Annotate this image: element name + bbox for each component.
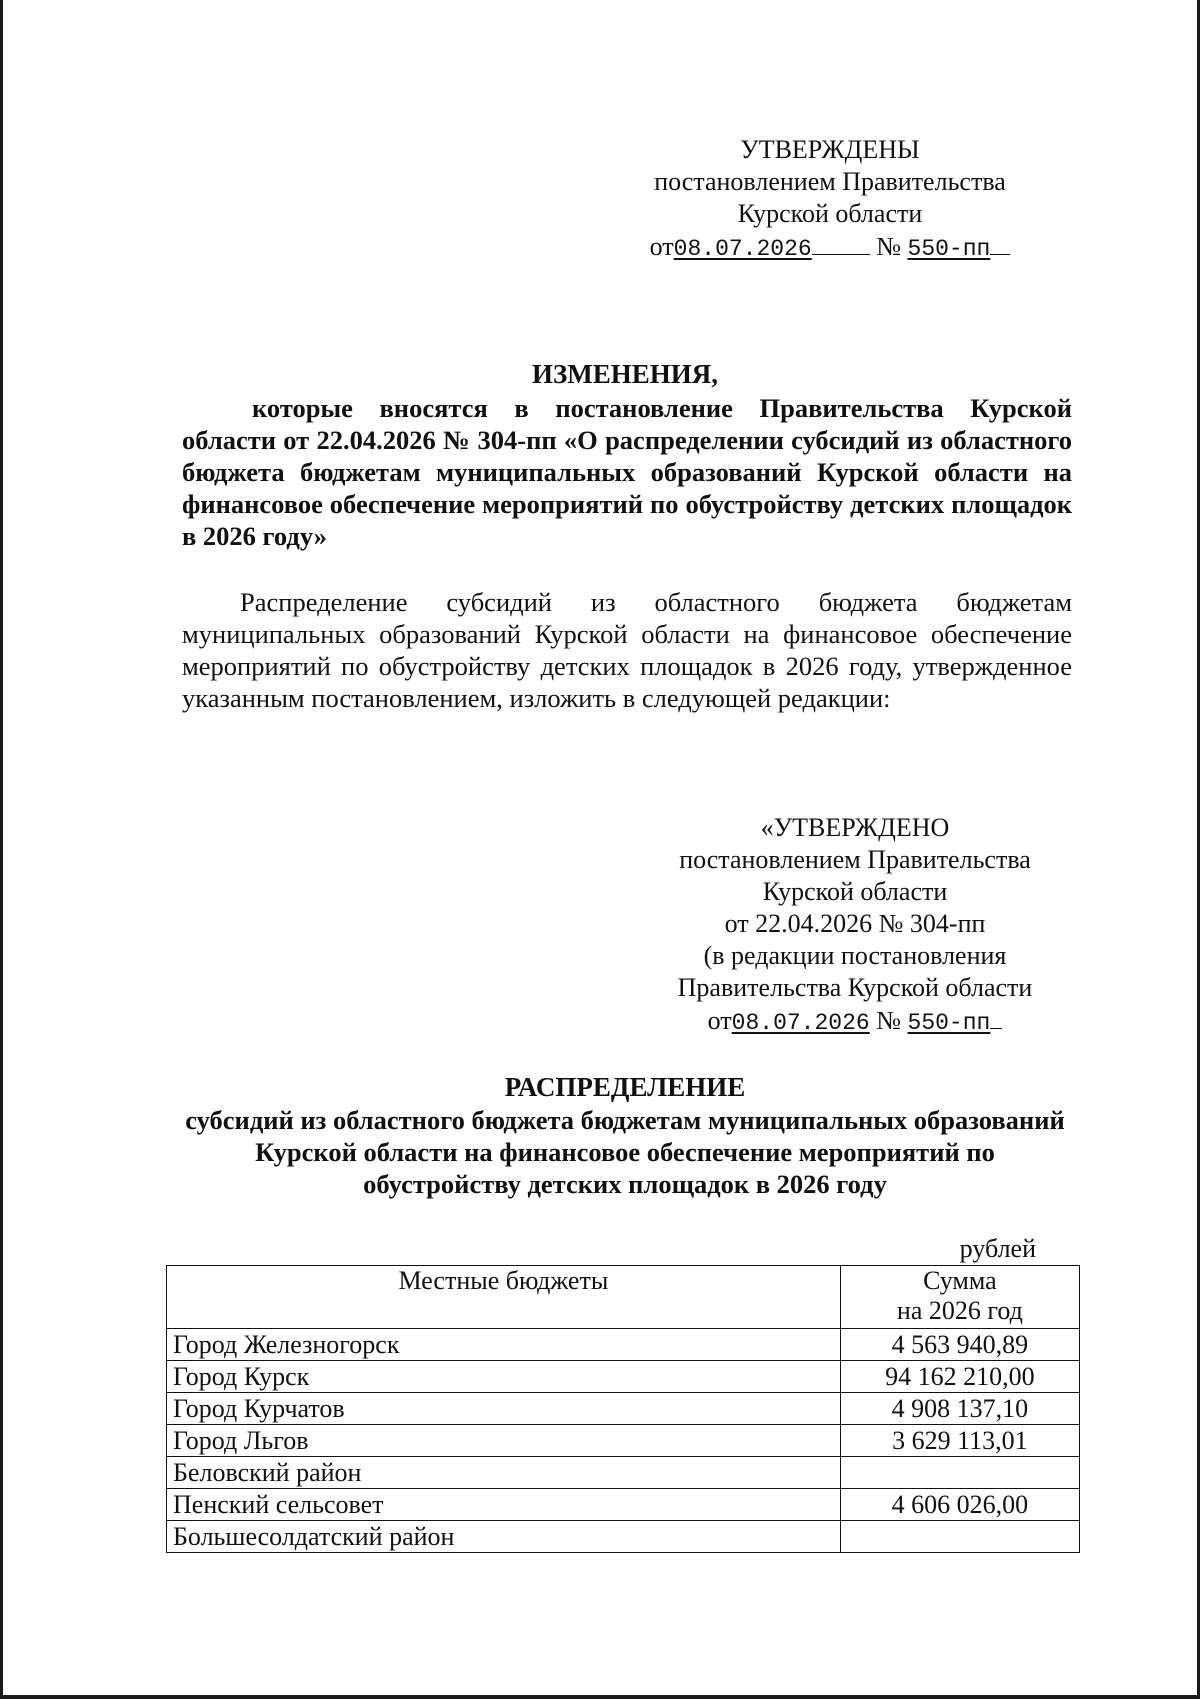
budgets-table xyxy=(166,1265,1080,1553)
table-row xyxy=(167,1329,1080,1361)
row-sum: 94 162 210,00 xyxy=(840,1361,1079,1393)
approval-block-top xyxy=(610,134,1050,265)
approval-date-line xyxy=(635,1004,1075,1039)
row-sum: 4 563 940,89 xyxy=(840,1329,1079,1361)
approval-heading: УТВЕРЖДЕНЫ xyxy=(740,135,920,164)
row-sum: 4 908 137,10 xyxy=(840,1393,1079,1425)
number-sign: № xyxy=(876,232,902,261)
distribution-title: РАСПРЕДЕЛЕНИЕ xyxy=(504,1072,746,1102)
approval-block-second xyxy=(635,812,1075,1039)
approval-line-5: Правительства Курской области xyxy=(677,973,1033,1002)
header-local-budgets: Местные бюджеты xyxy=(167,1266,841,1329)
table-row xyxy=(167,1457,1080,1489)
scan-edge-left xyxy=(0,0,3,1699)
table-row xyxy=(167,1393,1080,1425)
scan-edge-bottom xyxy=(0,1695,1200,1699)
row-name: Город Железногорск xyxy=(167,1329,841,1361)
date-underline-gap xyxy=(812,230,870,255)
table-row xyxy=(167,1361,1080,1393)
header-sum-line-1: Сумма xyxy=(923,1266,997,1295)
from-prefix: от xyxy=(707,1006,732,1035)
approval-number: 550-пп xyxy=(907,1010,991,1036)
approval-line-1: постановлением Правительства xyxy=(654,167,1006,196)
main-paragraph: Распределение субсидий из областного бюджета бюджетам муниципальных образований Курской области на финансовое обеспечение мероприятий по обустройству детских площадок в 2026 году, утвержденное указанным постановлением, изложить в следующей редакции: xyxy=(182,587,1072,713)
number-underline-gap xyxy=(990,230,1010,255)
approval-number: 550-пп xyxy=(907,236,991,262)
row-name: Город Курск xyxy=(167,1361,841,1393)
distribution-subtitle: субсидий из областного бюджета бюджетам муниципальных образований Курской области на финансовое обеспечение мероприятий по обустройству детских площадок в 2026 году xyxy=(185,1105,1065,1199)
row-sum xyxy=(840,1521,1079,1553)
row-name: Большесолдатский район xyxy=(167,1521,841,1553)
row-name: Город Льгов xyxy=(167,1425,841,1457)
row-sum: 4 606 026,00 xyxy=(840,1489,1079,1521)
table-row xyxy=(167,1521,1080,1553)
number-sign: № xyxy=(876,1006,902,1035)
row-sum xyxy=(840,1457,1079,1489)
approval-line-1: постановлением Правительства xyxy=(679,845,1031,874)
table-row xyxy=(167,1489,1080,1521)
row-name: Пенский сельсовет xyxy=(167,1489,841,1521)
row-sum: 3 629 113,01 xyxy=(840,1425,1079,1457)
approval-date: 08.07.2026 xyxy=(731,1010,870,1036)
approval-heading: «УТВЕРЖДЕНО xyxy=(760,813,950,842)
row-name: Беловский район xyxy=(167,1457,841,1489)
approval-line-4: (в редакции постановления xyxy=(703,941,1007,970)
approval-date: 08.07.2026 xyxy=(673,236,812,262)
header-sum xyxy=(840,1266,1079,1329)
approval-line-2: Курской области xyxy=(762,877,948,906)
table-row xyxy=(167,1425,1080,1457)
from-prefix: от xyxy=(649,232,674,261)
table-header-row xyxy=(167,1266,1080,1329)
approval-line-3: от 22.04.2026 № 304-пп xyxy=(724,909,986,938)
changes-title: ИЗМЕНЕНИЯ, xyxy=(531,359,718,389)
row-name: Город Курчатов xyxy=(167,1393,841,1425)
number-underline-gap xyxy=(990,1004,1002,1029)
changes-body: которые вносятся в постановление Правительства Курской области от 22.04.2026 № 304-пп «О распределении субсидий из областного бюджета бюджетам муниципальных образований Курской области на финансовое обеспечение мероприятий по обустройству детских площадок в 2026 году» xyxy=(182,393,1072,551)
header-sum-line-2: на 2026 год xyxy=(896,1296,1023,1325)
approval-date-line xyxy=(610,230,1050,265)
units-label: рублей xyxy=(959,1234,1036,1263)
approval-line-2: Курской области xyxy=(737,199,923,228)
